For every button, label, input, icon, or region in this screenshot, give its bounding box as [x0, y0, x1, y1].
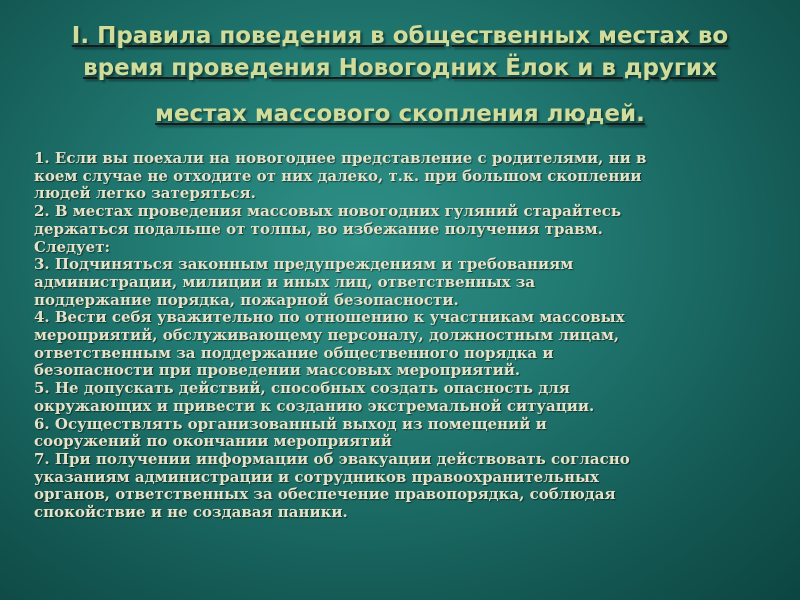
rules-heading: Следует:	[34, 237, 111, 256]
rule-7: 7. При получении информации об эвакуации действовать согласно указаниям администрации и сотрудников правоохранительных органов, ответственных за обеспечение правопорядка, соблюдая спокойствие и не создавая паники.	[34, 449, 630, 522]
rules-text	[34, 150, 774, 522]
rule-6: 6. Осуществлять организованный выход из помещений и сооружений по окончании мероприятий	[34, 414, 547, 451]
slide-title	[30, 20, 770, 130]
rule-2: 2. В местах проведения массовых новогодних гуляний старайтесь держаться подальше от толпы, во избежание получения травм.	[34, 202, 622, 238]
rule-5: 5. Не допускать действий, способных создать опасность для окружающих и привести к созданию экстремальной ситуации.	[34, 379, 595, 415]
rule-1: 1. Если вы поехали на новогоднее представление с родителями, ни в коем случае не отходите от них далеко, т.к. при большом скоплении людей легко затеряться.	[34, 149, 647, 203]
rule-3: 3. Подчиняться законным предупреждениям и требованиям администрации, милиции и иных лиц, ответственных за поддержание порядка, пожарной безопасности.	[34, 255, 574, 309]
rule-4: 4. Вести себя уважительно по отношению к участникам массовых мероприятий, обслуживающему персоналу, должностным лицам, ответственным за поддержание общественного порядка и безопасности при проведении массовых мероприятий.	[34, 308, 625, 380]
title-line-1: I. Правила поведения в общественных местах во	[71, 23, 729, 49]
title-line-2: время проведения Новогодних Ёлок и в других	[83, 55, 717, 81]
title-line-3: местах массового скопления людей.	[155, 101, 645, 127]
